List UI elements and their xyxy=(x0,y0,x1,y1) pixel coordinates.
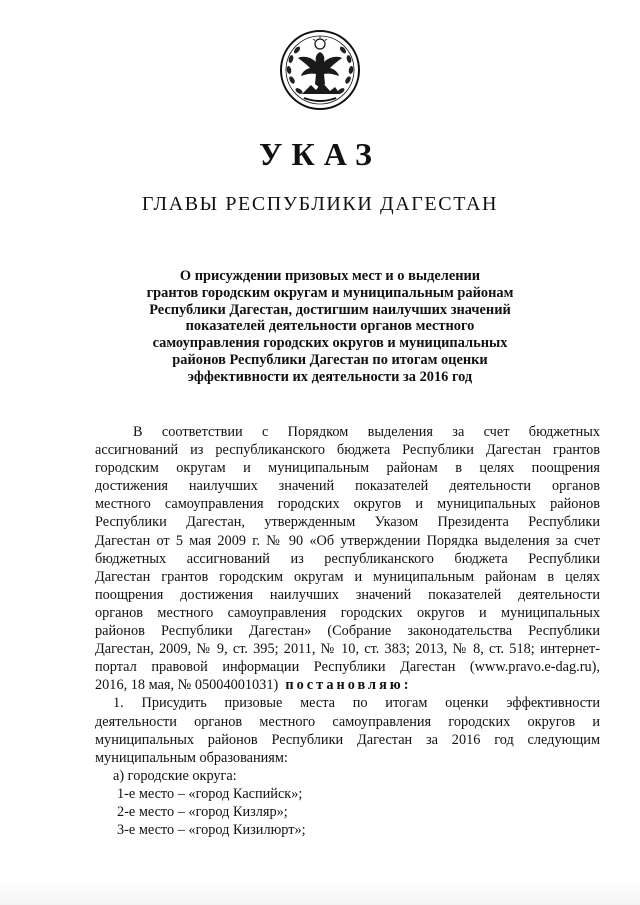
preamble-line: Дагестан, 2009, № 9, ст. 395; 2011, № 10, ст. 383; 2013, № 8, ст. 518; интернет- xyxy=(95,641,600,658)
scan-edge xyxy=(0,880,640,905)
subsection-heading: а) городские округа: xyxy=(113,767,237,784)
decree-word: постановляю: xyxy=(285,677,412,694)
place-item: 3-е место – «город Кизилюрт»; xyxy=(117,822,306,839)
item-line: 1. Присудить призовые места по итогам оценки эффективности xyxy=(113,695,600,712)
preamble-line: достижения наилучших значений показателей деятельности органов xyxy=(95,478,600,495)
document-subtitle: ГЛАВЫ РЕСПУБЛИКИ ДАГЕСТАН xyxy=(141,193,499,215)
preamble-line: городским округам и муниципальным районам в целях поощрения xyxy=(95,460,600,477)
item-line-last: муниципальным образованиям: xyxy=(95,749,288,766)
place-item: 2-е место – «город Кизляр»; xyxy=(117,803,288,820)
heading-line: районов Республики Дагестан по итогам оценки xyxy=(172,351,488,368)
preamble-line: ассигнований из республиканского бюджета Республики Дагестан грантов xyxy=(95,442,600,459)
preamble-line: портал правовой информации Республики Дагестан (www.pravo.e-dag.ru), xyxy=(95,659,600,676)
preamble-line: Республики Дагестан, утвержденным Указом Президента Республики xyxy=(95,514,600,531)
preamble-line: Дагестан от 5 мая 2009 г. № 90 «Об утверждении Порядка выделения за счет xyxy=(95,532,600,549)
item-line: деятельности органов местного самоуправления городских округов и xyxy=(95,713,600,730)
heading-line: эффективности их деятельности за 2016 год xyxy=(187,368,473,385)
preamble-line: Дагестан грантов городским округам и муниципальным районам в целях xyxy=(95,568,600,585)
heading-line: самоуправления городских округов и муниципальных xyxy=(152,335,508,352)
preamble-line: местного самоуправления городских округов и муниципальных районов xyxy=(95,496,600,513)
decree-heading xyxy=(120,268,540,386)
preamble-line-last xyxy=(95,676,600,694)
preamble-line: органов местного самоуправления городских округов и муниципальных xyxy=(95,604,600,621)
document-title: УКАЗ xyxy=(259,136,381,172)
item-line: муниципальных районов Республики Дагестан за 2016 год следующим xyxy=(95,731,600,748)
heading-line: Республики Дагестан, достигшим наилучших значений xyxy=(149,301,511,318)
place-item: 1-е место – «город Каспийск»; xyxy=(117,785,303,802)
preamble-line: поощрения достижения наилучших значений показателей деятельности xyxy=(95,586,600,603)
preamble-line: В соответствии с Порядком выделения за счет бюджетных xyxy=(133,424,600,440)
heading-line: грантов городским округам и муниципальным районам xyxy=(146,284,514,301)
heading-line: показателей деятельности органов местного xyxy=(185,318,475,335)
preamble-line: районов Республики Дагестан» (Собрание законодательства Республики xyxy=(95,623,600,640)
preamble-citation: 2016, 18 мая, № 05004001031) xyxy=(95,677,279,694)
heading-line: О присуждении призовых мест и о выделении xyxy=(179,268,481,284)
decree-body xyxy=(95,423,600,839)
dagestan-coat-of-arms-emblem xyxy=(278,28,362,112)
preamble-line: бюджетных ассигнований из республиканского бюджета Республики xyxy=(95,550,600,567)
